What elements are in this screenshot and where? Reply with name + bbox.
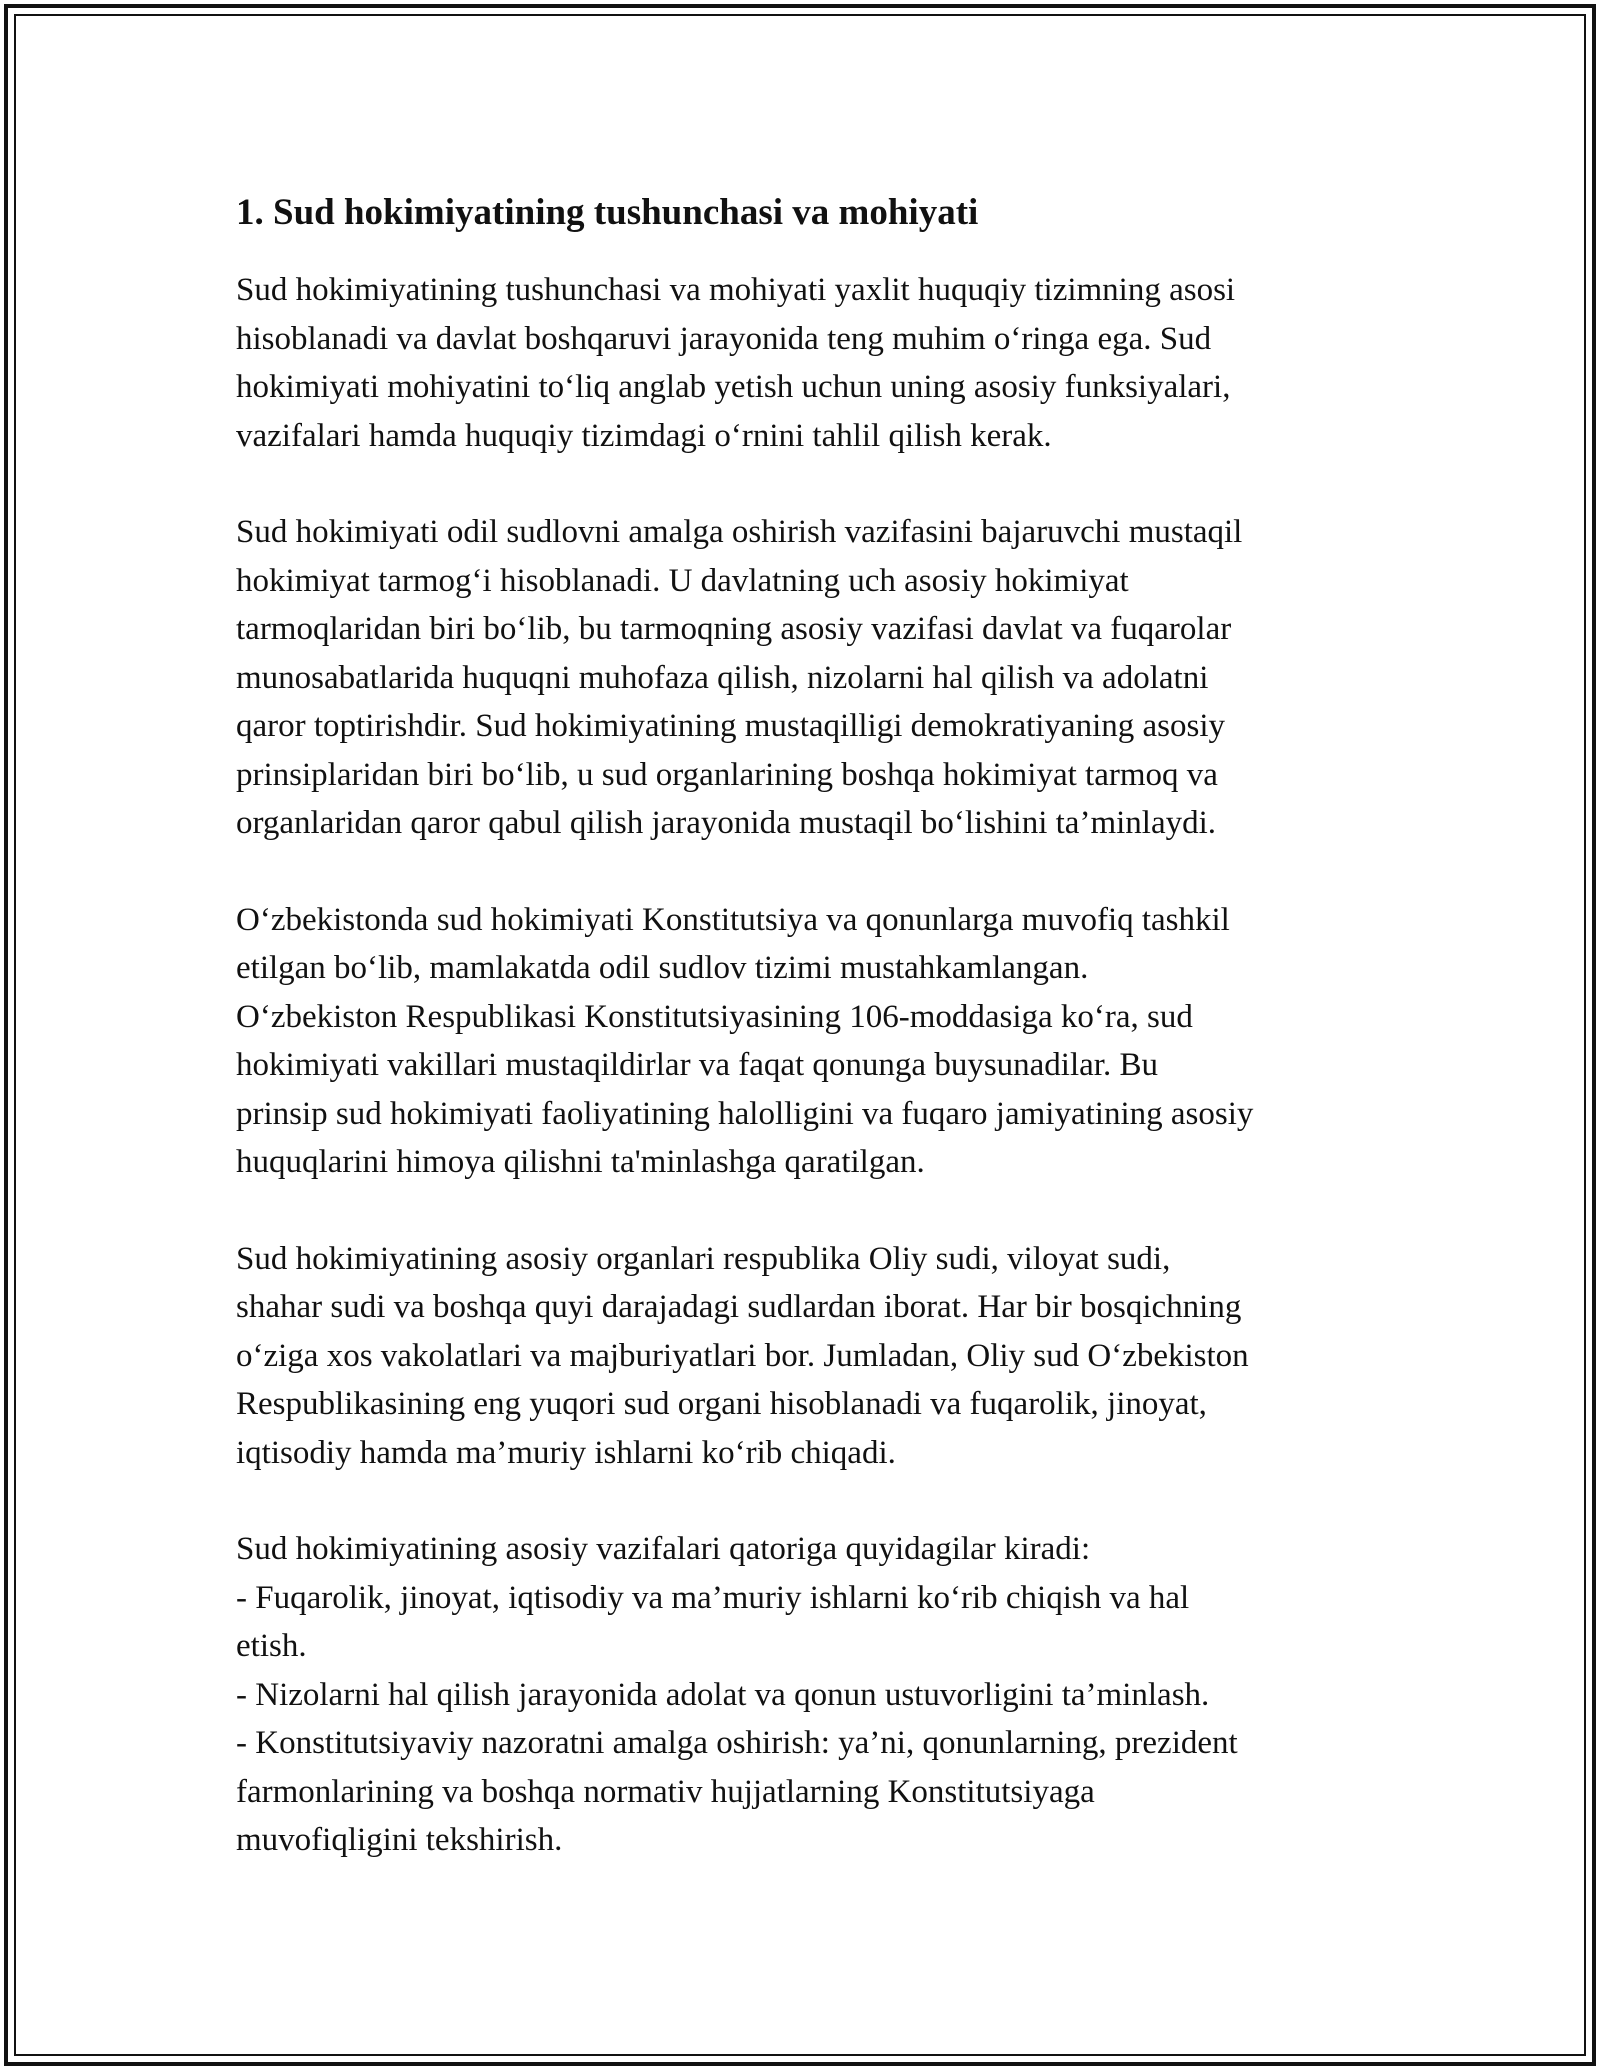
- text-line: O‘zbekistonda sud hokimiyati Konstitutsiya va qonunlarga muvofiq tashkil: [236, 901, 1230, 938]
- section-heading: 1. Sud hokimiyatining tushunchasi va mohiyati: [236, 192, 979, 233]
- text-line: vazifalari hamda huquqiy tizimdagi o‘rnini tahlil qilish kerak.: [236, 417, 1052, 454]
- text-line: munosabatlarida huquqni muhofaza qilish, nizolarni hal qilish va adolatni: [236, 659, 1209, 696]
- list-item: - Nizolarni hal qilish jarayonida adolat va qonun ustuvorligini ta’minlash.: [236, 1676, 1210, 1713]
- text-line: Sud hokimiyatining asosiy vazifalari qatoriga quyidagilar kiradi:: [236, 1531, 1091, 1567]
- text-line: iqtisodiy hamda ma’muriy ishlarni ko‘rib chiqadi.: [236, 1434, 896, 1471]
- text-line: Sud hokimiyatining asosiy organlari respublika Oliy sudi, viloyat sudi,: [236, 1240, 1171, 1277]
- text-line: Respublikasining eng yuqori sud organi hisoblanadi va fuqarolik, jinoyat,: [236, 1386, 1207, 1422]
- text-line: tarmoqlaridan biri bo‘lib, bu tarmoqning asosiy vazifasi davlat va fuqarolar: [236, 611, 1232, 647]
- list-item-continuation: muvofiqligini tekshirish.: [236, 1822, 563, 1858]
- text-line: hokimiyati mohiyatini to‘liq anglab yetish uchun uning asosiy funksiyalari,: [236, 369, 1231, 405]
- paragraph-1: [236, 266, 1376, 460]
- list-item-continuation: farmonlarining va boshqa normativ hujjatlarning Konstitutsiyaga: [236, 1773, 1095, 1810]
- text-line: huquqlarini himoya qilishni ta'minlashga qaratilgan.: [236, 1144, 925, 1180]
- document-body: [236, 190, 1376, 1913]
- text-line: etilgan bo‘lib, mamlakatda odil sudlov tizimi mustahkamlangan.: [236, 950, 1089, 986]
- paragraph-4: [236, 1235, 1376, 1478]
- text-line: organlaridan qaror qabul qilish jarayonida mustaqil bo‘lishini ta’minlaydi.: [236, 805, 1217, 841]
- text-line: Sud hokimiyatining tushunchasi va mohiyati yaxlit huquqiy tizimning asosi: [236, 272, 1236, 308]
- list-item: - Konstitutsiyaviy nazoratni amalga oshirish: ya’ni, qonunlarning, prezident: [236, 1725, 1238, 1761]
- text-line: shahar sudi va boshqa quyi darajadagi sudlardan iborat. Har bir bosqichning: [236, 1289, 1242, 1325]
- text-line: o‘ziga xos vakolatlari va majburiyatlari bor. Jumladan, Oliy sud O‘zbekiston: [236, 1337, 1249, 1374]
- text-line: prinsip sud hokimiyati faoliyatining halolligini va fuqaro jamiyatining asosiy: [236, 1095, 1254, 1132]
- text-line: Sud hokimiyati odil sudlovni amalga oshirish vazifasini bajaruvchi mustaqil: [236, 514, 1243, 550]
- paragraph-2: [236, 508, 1376, 848]
- text-line: qaror toptirishdir. Sud hokimiyatining mustaqilligi demokratiyaning asosiy: [236, 708, 1226, 744]
- list-item-continuation: etish.: [236, 1628, 307, 1664]
- list-item: - Fuqarolik, jinoyat, iqtisodiy va ma’muriy ishlarni ko‘rib chiqish va hal: [236, 1579, 1190, 1616]
- text-line: O‘zbekiston Respublikasi Konstitutsiyasining 106-moddasiga ko‘ra, sud: [236, 998, 1193, 1035]
- text-line: hokimiyat tarmog‘i hisoblanadi. U davlatning uch asosiy hokimiyat: [236, 562, 1129, 599]
- paragraph-5-list: [236, 1525, 1376, 1865]
- text-line: prinsiplaridan biri bo‘lib, u sud organlarining boshqa hokimiyat tarmoq va: [236, 756, 1218, 793]
- text-line: hisoblanadi va davlat boshqaruvi jarayonida teng muhim o‘ringa ega. Sud: [236, 320, 1212, 357]
- paragraph-3: [236, 896, 1376, 1187]
- text-line: hokimiyati vakillari mustaqildirlar va faqat qonunga buysunadilar. Bu: [236, 1047, 1158, 1083]
